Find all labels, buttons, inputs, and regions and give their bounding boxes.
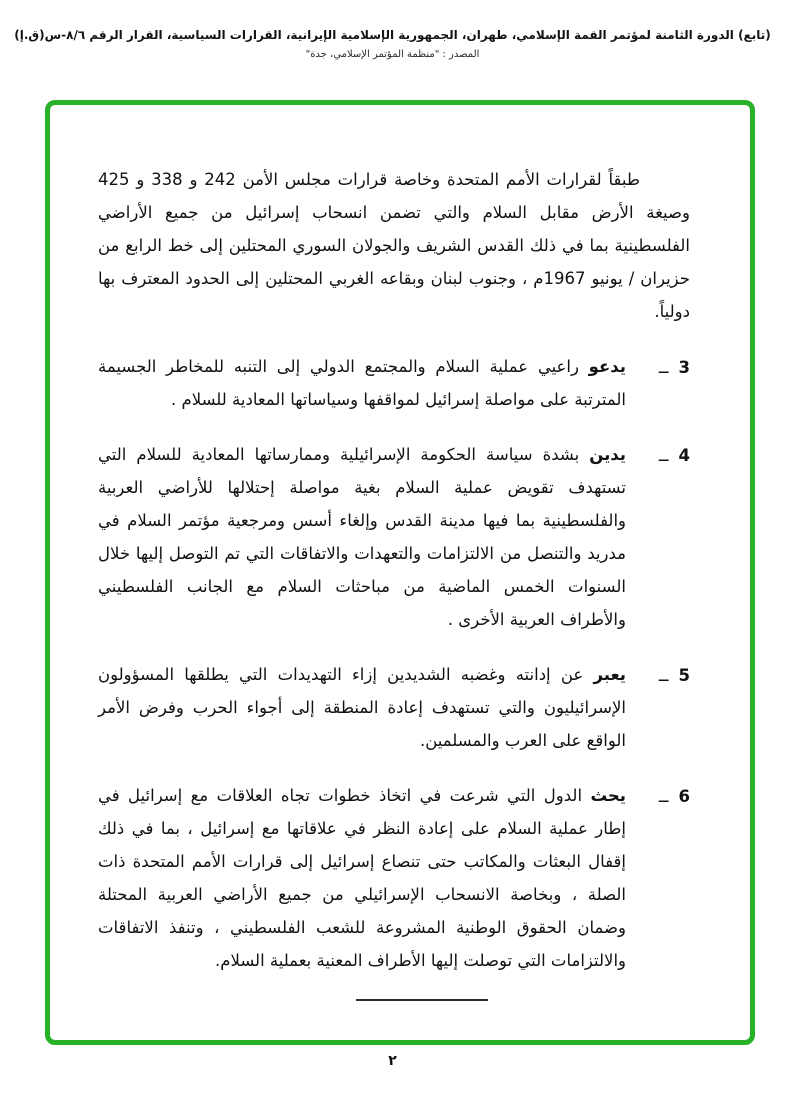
resolution-item-6 [98,779,690,977]
section-end-divider [356,999,488,1001]
item-dash: ــ [658,446,669,465]
header-source-line: المصدر : "منظمة المؤتمر الإسلامي، جدة" [305,49,480,60]
document-body [98,163,690,1001]
resolution-item-3 [98,350,690,416]
document-header [0,28,785,60]
item-text [98,658,626,757]
item-body-text: راعيي عملية السلام والمجتمع الدولي إلى التنبه للمخاطر الجسيمة المترتبة على مواصلة إسرائيل لمواقفها وسياساتها المعادية للسلام . [98,357,626,409]
item-number-gutter [626,779,690,977]
header-title-line: (تابع) الدورة الثامنة لمؤتمر القمة الإسلامي، طهران، الجمهورية الإسلامية الإيرانية، القرارات السياسية، القرار الرقم ٨/٦-س(ق.إ) [14,28,771,42]
item-number: 6 [678,787,690,806]
item-body-text: عن إدانته وغضبه الشديدين إزاء التهديدات التي يطلقها المسؤولون الإسرائيليون والتي تستهدف إعادة المنطقة إلى أجواء الحرب وفرض الأمر الواقع على العرب والمسلمين. [98,665,626,750]
item-dash: ــ [658,787,669,806]
item-body-text: الدول التي شرعت في اتخاذ خطوات تجاه العلاقات مع إسرائيل في إطار عملية السلام على إعادة النظر في علاقاتها مع إسرائيل ، بما في ذلك إقفال البعثات والمكاتب حتى تنصاع إسرائيل إلى قرارات الأمم المتحدة ذات الصلة ، وبخاصة الانسحاب الإسرائيلي من جميع الأراضي العربية المحتلة وضمان الحقوق الوطنية المشروعة للشعب الفلسطيني ، وتنفذ الاتفاقات والالتزامات التي توصلت إليها الأطراف المعنية بعملية السلام. [98,786,626,970]
item-number: 3 [678,358,690,377]
page-number: ٢ [388,1053,397,1069]
item-lead-word: يحث [590,786,626,805]
item-text [98,350,626,416]
resolution-item-5 [98,658,690,757]
green-border-frame [45,100,755,1045]
item-number-gutter [626,658,690,757]
item-lead-word: يدعو [588,357,626,376]
item-body-text: بشدة سياسة الحكومة الإسرائيلية وممارساتها المعادية للسلام التي تستهدف تقويض عملية السلام بغية مواصلة إحتلالها للأراضي العربية والفلسطينية بما فيها مدينة القدس وإلغاء أسس ومرجعية مؤتمر السلام في مدريد والتنصل من الالتزامات والتعهدات والاتفاقات التي تم التوصل إليها خلال السنوات الخمس الماضية من مباحثات السلام مع الجانب الفلسطيني والأطراف العربية الأخرى . [98,445,626,629]
item-dash: ــ [658,358,669,377]
item-lead-word: يدين [589,445,626,464]
item-text [98,779,626,977]
resolution-item-4 [98,438,690,636]
item-number: 4 [678,446,690,465]
intro-paragraph: طبقاً لقرارات الأمم المتحدة وخاصة قرارات مجلس الأمن 242 و 338 و 425 وصيغة الأرض مقابل السلام والتي تضمن انسحاب إسرائيل من جميع الأراضي الفلسطينية بما في ذلك القدس الشريف والجولان السوري المحتلين إلى خط الرابع من حزيران / يونيو 1967م ، وجنوب لبنان وبقاعه الغربي المحتلين إلى الحدود المعترف بها دولياً. [98,170,690,321]
item-dash: ــ [658,666,669,685]
item-number: 5 [678,666,690,685]
item-text [98,438,626,636]
item-number-gutter [626,438,690,636]
item-number-gutter [626,350,690,416]
item-lead-word: يعبر [593,665,626,684]
